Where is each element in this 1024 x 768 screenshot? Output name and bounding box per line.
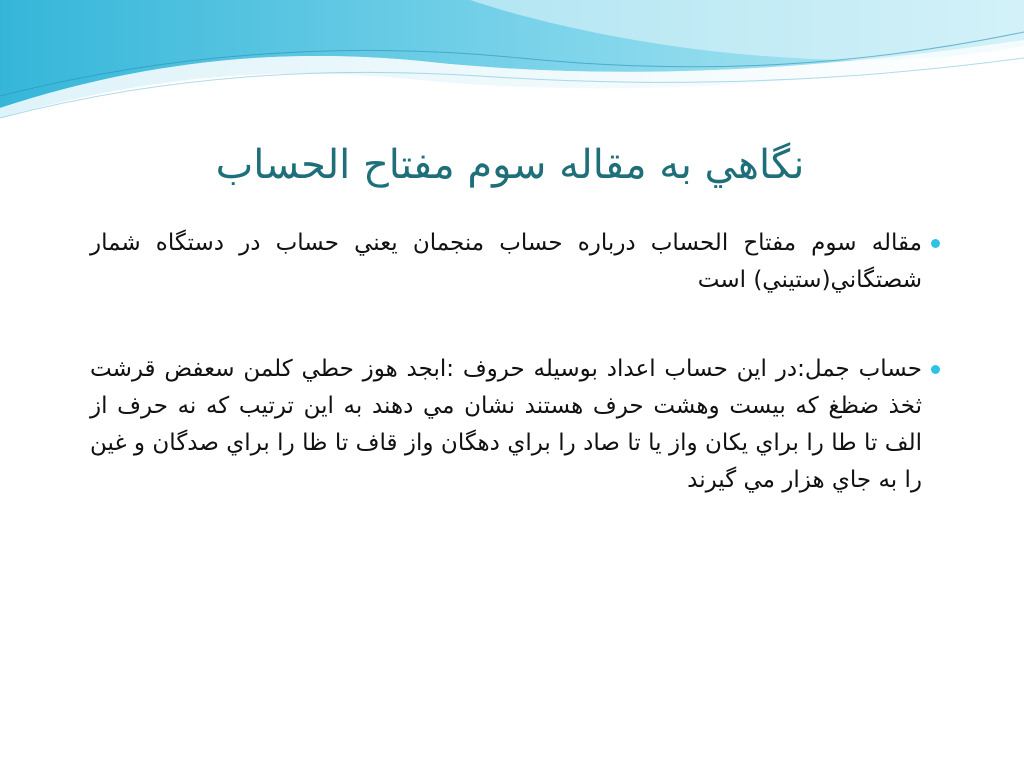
- header-wave-decoration: [0, 0, 1024, 130]
- bullet-item: [90, 351, 940, 499]
- bullet-text: مقاله سوم مفتاح الحساب درباره حساب منجمان يعني حساب در دستگاه شمار شصتگاني(ستيني) است: [90, 230, 922, 293]
- bullet-item: [90, 225, 940, 299]
- bullet-text: حساب جمل:در اين حساب اعداد بوسيله حروف :ابجد هوز حطي كلمن سعفض قرشت ثخذ ضظغ كه بيست وهشت حرف هستند نشان مي دهند به اين ترتيب كه نه حرف از الف تا طا را براي يكان واز يا تا صاد را براي دهگان واز قاف تا ظا را براي صدگان و غين را به جاي هزار مي گيرند: [90, 356, 922, 493]
- dot-bullet-icon: [931, 365, 940, 374]
- slide-title: نگاهي به مقاله سوم مفتاح الحساب: [215, 142, 805, 188]
- dot-bullet-icon: [931, 239, 940, 248]
- bullet-list: [90, 225, 940, 551]
